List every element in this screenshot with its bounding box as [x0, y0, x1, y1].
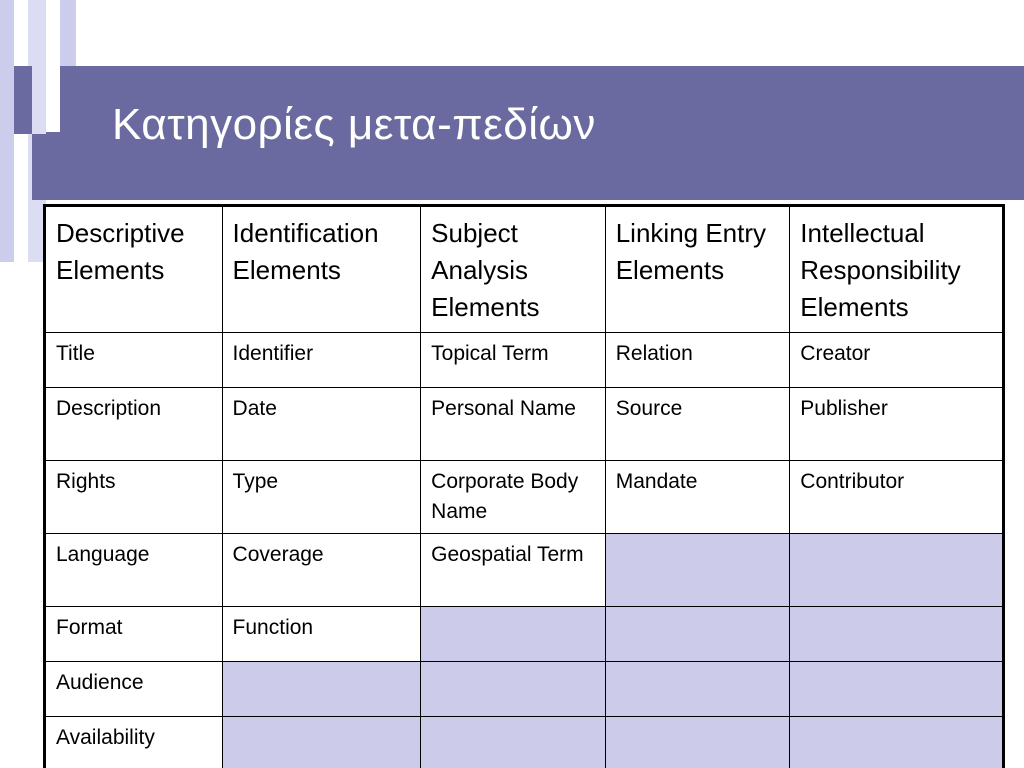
table-cell: Type	[222, 461, 421, 534]
table-header-row	[45, 206, 1004, 333]
empty-cell	[605, 607, 790, 662]
table-cell: Creator	[790, 333, 1004, 388]
decorative-block	[60, 66, 76, 132]
empty-cell	[421, 607, 606, 662]
decorative-block	[32, 134, 46, 200]
table-cell: Date	[222, 388, 421, 461]
header-subject-analysis: Subject Analysis Elements	[421, 206, 606, 333]
metadata-categories-table	[43, 204, 1005, 768]
table-cell: Relation	[605, 333, 790, 388]
table-cell: Identifier	[222, 333, 421, 388]
table-row	[45, 607, 1004, 662]
empty-cell	[790, 534, 1004, 607]
header-descriptive: Descriptive Elements	[45, 206, 223, 333]
table-cell: Personal Name	[421, 388, 606, 461]
header-intellectual-responsibility: Intellectual Responsibility Elements	[790, 206, 1004, 333]
table-cell: Geospatial Term	[421, 534, 606, 607]
header-identification: Identification Elements	[222, 206, 421, 333]
empty-cell	[605, 717, 790, 768]
table-cell: Contributor	[790, 461, 1004, 534]
table-cell: Topical Term	[421, 333, 606, 388]
table-row	[45, 333, 1004, 388]
table-cell: Title	[45, 333, 223, 388]
table-row	[45, 388, 1004, 461]
empty-cell	[421, 717, 606, 768]
empty-cell	[790, 662, 1004, 717]
empty-cell	[790, 607, 1004, 662]
table-cell: Publisher	[790, 388, 1004, 461]
table-cell: Function	[222, 607, 421, 662]
table-cell: Mandate	[605, 461, 790, 534]
table-cell: Rights	[45, 461, 223, 534]
table-row	[45, 461, 1004, 534]
table-cell: Format	[45, 607, 223, 662]
empty-cell	[222, 717, 421, 768]
empty-cell	[421, 662, 606, 717]
table-cell: Corporate Body Name	[421, 461, 606, 534]
table-cell: Description	[45, 388, 223, 461]
slide-title: Κατηγορίες μετα-πεδίων	[112, 100, 596, 149]
empty-cell	[605, 662, 790, 717]
empty-cell	[790, 717, 1004, 768]
table-cell: Audience	[45, 662, 223, 717]
table-row	[45, 662, 1004, 717]
table-cell: Coverage	[222, 534, 421, 607]
table-row	[45, 534, 1004, 607]
header-linking-entry: Linking Entry Elements	[605, 206, 790, 333]
table-cell: Language	[45, 534, 223, 607]
table-cell: Source	[605, 388, 790, 461]
table-row	[45, 717, 1004, 768]
title-bar-extension	[46, 132, 76, 200]
empty-cell	[605, 534, 790, 607]
decorative-block	[14, 66, 32, 134]
empty-cell	[222, 662, 421, 717]
decorative-stripe	[0, 0, 14, 262]
table-cell: Availability	[45, 717, 223, 768]
